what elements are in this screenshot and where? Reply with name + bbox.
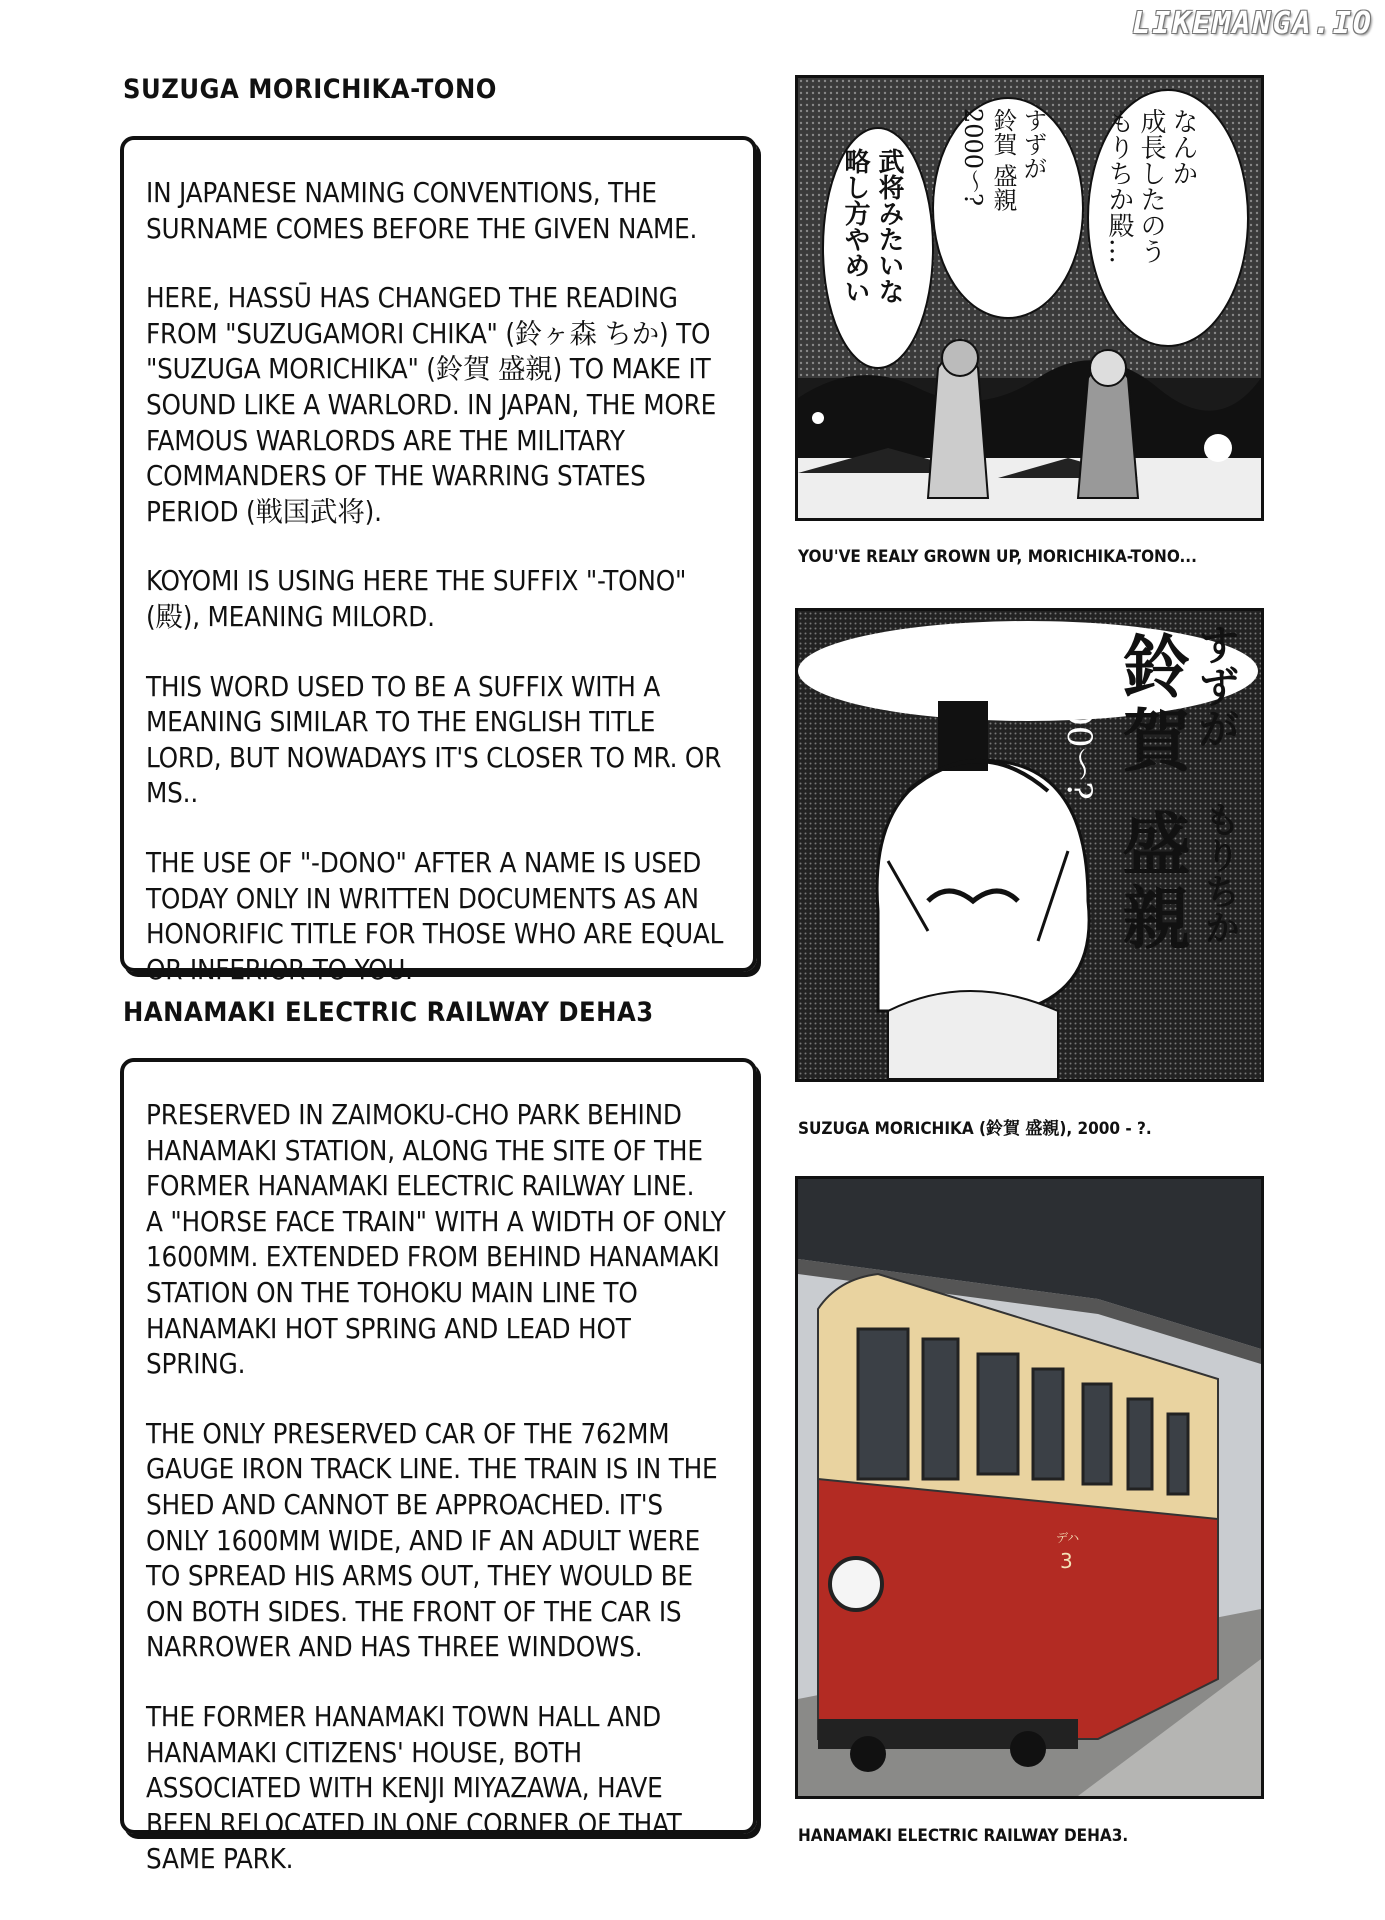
section-title-hanamaki: HANAMAKI ELECTRIC RAILWAY DEHA3 bbox=[123, 997, 654, 1028]
car-label: デハ bbox=[1056, 1531, 1080, 1545]
speech-bubble-3 bbox=[838, 148, 906, 304]
bubble-line: なんか bbox=[1168, 108, 1198, 186]
speech-bubble-2 bbox=[958, 108, 1048, 212]
speech-bubble-1 bbox=[1103, 108, 1199, 264]
bubble-line: 2000〜? bbox=[959, 108, 987, 206]
note-paragraph: KOYOMI IS USING HERE THE SUFFIX "-TONO" (殿), MEANING MILORD. bbox=[146, 565, 687, 633]
name-kanji: 鈴賀 盛親 bbox=[1111, 631, 1191, 957]
note-paragraph: HERE, HASSŪ HAS CHANGED THE READING FROM "SUZUGAMORI CHIKA" (鈴ヶ森 ちか) TO "SUZUGA MORICHIKA" (鈴賀 盛親) TO MAKE IT SOUND LIKE A WARLORD. IN JAPAN, THE MORE FAMOUS WARLORDS ARE THE MILITARY COMMANDERS OF THE WARRING STATES PERIOD (戦国武将). bbox=[146, 282, 717, 528]
site-watermark: LIKEMANGA.IO bbox=[1132, 6, 1373, 41]
car-number: 3 bbox=[1060, 1549, 1073, 1573]
note-paragraph: PRESERVED IN ZAIMOKU-CHO PARK BEHIND HANAMAKI STATION, ALONG THE SITE OF THE FORMER HANAMAKI ELECTRIC RAILWAY LINE. A "HORSE FACE TRAIN" WITH A WIDTH OF ONLY 1600MM. EXTENDED FROM BEHIND HANAMAKI STATION ON THE TOHOKU MAIN LINE TO HANAMAKI HOT SPRING AND LEAD HOT SPRING. bbox=[146, 1099, 726, 1381]
bubble-line: もりちか殿… bbox=[1104, 108, 1134, 264]
years-label: 2000〜? bbox=[1059, 661, 1099, 800]
manga-panel-night bbox=[795, 75, 1264, 521]
manga-panel-closeup bbox=[795, 608, 1264, 1082]
note-paragraph: IN JAPANESE NAMING CONVENTIONS, THE SURNAME COMES BEFORE THE GIVEN NAME. bbox=[146, 177, 698, 245]
note-box-hanamaki bbox=[120, 1058, 757, 1876]
bubble-line: 武将みたいな bbox=[874, 148, 904, 304]
caption-panel-3: HANAMAKI ELECTRIC RAILWAY DEHA3. bbox=[798, 1826, 1129, 1846]
bubble-line: 成長したのう bbox=[1136, 108, 1166, 264]
bubble-line: すずが bbox=[1019, 108, 1047, 180]
bubble-line: 略し方やめい bbox=[840, 148, 870, 304]
note-box-suzuga bbox=[120, 136, 757, 986]
note-paragraph: THE FORMER HANAMAKI TOWN HALL AND HANAMAKI CITIZENS' HOUSE, BOTH ASSOCIATED WITH KENJI MIYAZAWA, HAVE BEEN RELOCATED IN ONE CORNER OF THAT SAME PARK. bbox=[146, 1700, 682, 1876]
section-title-suzuga: SUZUGA MORICHIKA-TONO bbox=[123, 74, 497, 105]
bubble-line: 鈴賀 盛親 bbox=[989, 108, 1017, 212]
train-photo-art bbox=[798, 1179, 1261, 1796]
note-paragraph: THE USE OF "-DONO" AFTER A NAME IS USED TODAY ONLY IN WRITTEN DOCUMENTS AS AN HONORIFIC TITLE FOR THOSE WHO ARE EQUAL OR INFERIOR TO YOU. bbox=[146, 846, 724, 986]
caption-panel-1: YOU'VE REALY GROWN UP, MORICHIKA-TONO... bbox=[798, 547, 1197, 567]
name-kana-top: すずが bbox=[1192, 623, 1241, 749]
note-paragraph: THE ONLY PRESERVED CAR OF THE 762MM GAUGE IRON TRACK LINE. THE TRAIN IS IN THE SHED AND CANNOT BE APPROACHED. IT'S ONLY 1600MM WIDE, AND IF AN ADULT WERE TO SPREAD HIS ARMS OUT, THEY WOULD BE ON BOTH SIDES. THE FRONT OF THE CAR IS NARROWER AND HAS THREE WINDOWS. bbox=[146, 1417, 718, 1664]
note-paragraph: THIS WORD USED TO BE A SUFFIX WITH A MEANING SIMILAR TO THE ENGLISH TITLE LORD, BUT NOWADAYS IT'S CLOSER TO MR. OR MS.. bbox=[146, 670, 722, 810]
caption-panel-2: SUZUGA MORICHIKA (鈴賀 盛親), 2000 - ?. bbox=[798, 1119, 1152, 1139]
name-kana-bottom: もりちか bbox=[1199, 801, 1241, 945]
train-photo bbox=[795, 1176, 1264, 1799]
